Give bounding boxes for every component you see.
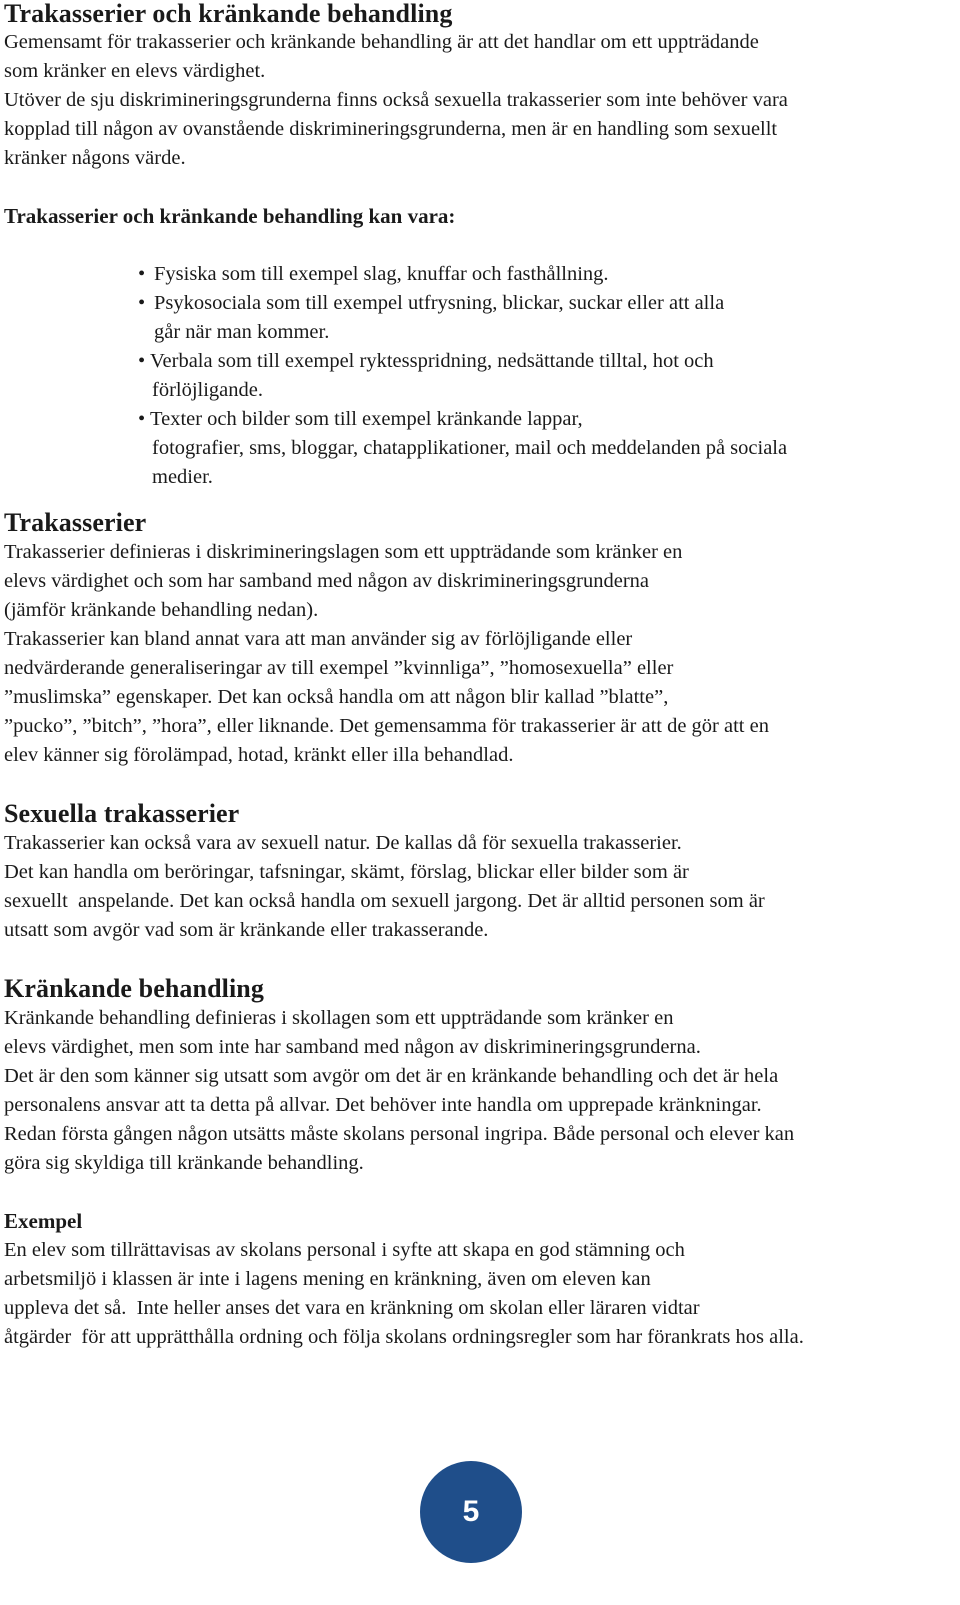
- bullet-icon: •: [138, 263, 146, 285]
- list-item-line: fotografier, sms, bloggar, chatapplikationer, mail och meddelanden på sociala: [152, 437, 788, 459]
- section-title: Trakasserier: [4, 508, 147, 537]
- section-title: Trakasserier och kränkande behandling: [4, 0, 453, 28]
- krankande-behandling-section: [4, 974, 954, 1178]
- trakasserier-section: [4, 508, 954, 770]
- spacer: [4, 231, 954, 260]
- section-title: Sexuella trakasserier: [4, 799, 240, 828]
- list-heading: Trakasserier och kränkande behandling kan vara:: [4, 204, 456, 228]
- list-item-line: förlöjligande.: [152, 379, 264, 401]
- list-item-line: medier.: [152, 466, 213, 488]
- paragraph-line: personalens ansvar att ta detta på allvar. Det behöver inte handla om upprepade kränkningar.: [4, 1094, 762, 1116]
- spacer: [4, 492, 954, 508]
- section-title: Exempel: [4, 1209, 83, 1233]
- document-page: [4, 0, 954, 1352]
- list-item-line: Fysiska som till exempel slag, knuffar och fasthållning.: [154, 263, 609, 285]
- page-number-badge: 5: [420, 1461, 522, 1563]
- paragraph-line: nedvärderande generaliseringar av till exempel ”kvinnliga”, ”homosexuella” eller: [4, 657, 674, 679]
- paragraph-line: Kränkande behandling definieras i skollagen som ett uppträdande som kränker en: [4, 1007, 674, 1029]
- spacer: [4, 173, 954, 202]
- paragraph-line: (jämför kränkande behandling nedan).: [4, 599, 319, 621]
- paragraph-line: Utöver de sju diskrimineringsgrunderna finns också sexuella trakasserier som inte behöver vara: [4, 89, 788, 111]
- list-item: [138, 289, 918, 347]
- list-item: [138, 347, 918, 405]
- paragraph-line: Trakasserier kan bland annat vara att man använder sig av förlöjligande eller: [4, 628, 633, 650]
- list-item-line: Verbala som till exempel ryktesspridning, nedsättande tilltal, hot och: [150, 350, 714, 372]
- bullet-icon: •: [138, 350, 146, 372]
- paragraph-line: Redan första gången någon utsätts måste skolans personal ingripa. Både personal och elever kan: [4, 1123, 795, 1145]
- list-item-line: Psykosociala som till exempel utfrysning, blickar, suckar eller att alla: [154, 292, 725, 314]
- paragraph-line: Trakasserier definieras i diskrimineringslagen som ett uppträdande som kränker en: [4, 541, 683, 563]
- bullet-icon: •: [138, 292, 146, 314]
- paragraph-line: elevs värdighet och som har samband med någon av diskrimineringsgrunderna: [4, 570, 650, 592]
- paragraph-line: uppleva det så. Inte heller anses det vara en kränkning om skolan eller läraren vidtar: [4, 1297, 700, 1319]
- paragraph-line: göra sig skyldiga till kränkande behandling.: [4, 1152, 364, 1174]
- spacer: [4, 945, 954, 974]
- paragraph-line: Det är den som känner sig utsatt som avgör om det är en kränkande behandling och det är hela: [4, 1065, 779, 1087]
- list-item-line: går när man kommer.: [154, 321, 330, 343]
- paragraph-line: ”muslimska” egenskaper. Det kan också handla om att någon blir kallad ”blatte”,: [4, 686, 669, 708]
- list-item: [138, 260, 918, 289]
- paragraph-line: elevs värdighet, men som inte har samband med någon av diskrimineringsgrunderna.: [4, 1036, 701, 1058]
- paragraph-line: kränker någons värde.: [4, 147, 186, 169]
- spacer: [4, 1178, 954, 1207]
- bullet-icon: •: [138, 408, 146, 430]
- paragraph-line: arbetsmiljö i klassen är inte i lagens mening en kränkning, även om eleven kan: [4, 1268, 651, 1290]
- intro-section: [4, 0, 954, 492]
- paragraph-line: åtgärder för att upprätthålla ordning och följa skolans ordningsregler som har förankrats hos alla.: [4, 1326, 804, 1348]
- paragraph-line: ”pucko”, ”bitch”, ”hora”, eller liknande. Det gemensamma för trakasserier är att de gör att en: [4, 715, 769, 737]
- list-item: [138, 405, 918, 492]
- paragraph-line: Gemensamt för trakasserier och kränkande behandling är att det handlar om ett uppträdande: [4, 31, 759, 53]
- spacer: [4, 770, 954, 799]
- list-item-line: Texter och bilder som till exempel kränkande lappar,: [150, 408, 583, 430]
- sexuella-trakasserier-section: [4, 799, 954, 945]
- exempel-section: [4, 1207, 954, 1352]
- paragraph-line: Det kan handla om beröringar, tafsningar, skämt, förslag, blickar eller bilder som är: [4, 861, 689, 883]
- bullet-list: [138, 260, 918, 492]
- paragraph-line: utsatt som avgör vad som är kränkande eller trakasserande.: [4, 919, 489, 941]
- paragraph-line: sexuellt anspelande. Det kan också handla om sexuell jargong. Det är alltid personen som är: [4, 890, 765, 912]
- paragraph-line: elev känner sig förolämpad, hotad, kränkt eller illa behandlad.: [4, 744, 514, 766]
- section-title: Kränkande behandling: [4, 974, 264, 1003]
- paragraph-line: som kränker en elevs värdighet.: [4, 60, 266, 82]
- paragraph-line: Trakasserier kan också vara av sexuell natur. De kallas då för sexuella trakasserier.: [4, 832, 682, 854]
- paragraph-line: kopplad till någon av ovanstående diskrimineringsgrunderna, men är en handling som sexuellt: [4, 118, 778, 140]
- paragraph-line: En elev som tillrättavisas av skolans personal i syfte att skapa en god stämning och: [4, 1239, 685, 1261]
